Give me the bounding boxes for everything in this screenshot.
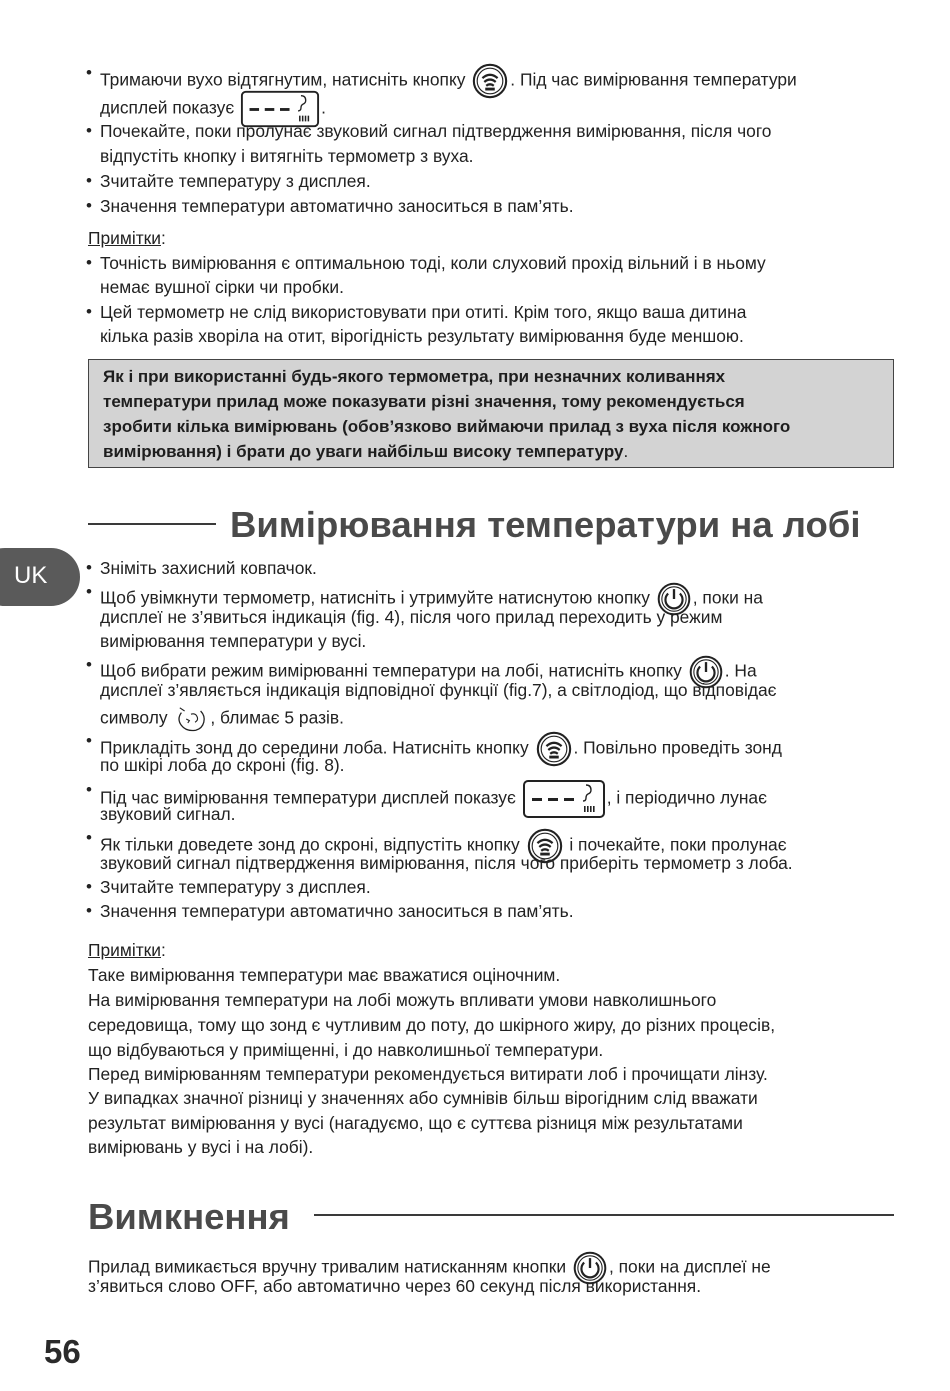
s2-note-line-4: що відбуваються у приміщенні, і до навколишньої температури. <box>88 1040 604 1060</box>
measure-button-icon <box>471 62 509 100</box>
text: . <box>321 97 326 118</box>
s2-bullet-8: Значення температури автоматично заноситься в пам’ять. <box>100 901 574 921</box>
bullet-2-line-2: відпустіть кнопку і витягніть термометр з вуха. <box>100 146 474 166</box>
s2-note-line-8: вимірювань у вусі і на лобі). <box>88 1137 314 1157</box>
s2-bullet-2-line-3: вимірювання температури у вусі. <box>100 631 367 651</box>
bullet-dot: • <box>86 828 92 847</box>
text: Прикладіть зонд до середини лоба. Натисніть кнопку <box>100 737 529 758</box>
bullet-4-line-1: Значення температури автоматично заноситься в пам’ять. <box>100 196 574 216</box>
s2-note-line-2: На вимірювання температури на лобі можуть впливати умови навколишнього <box>88 990 717 1010</box>
text: . Повільно проведіть зонд <box>573 737 782 758</box>
bullet-dot: • <box>86 901 92 920</box>
language-tab <box>0 548 80 606</box>
bullet-dot: • <box>86 171 92 190</box>
notes-label: Примітки <box>88 228 161 248</box>
heading-rule-left <box>88 523 216 525</box>
text: , блимає 5 разів. <box>210 707 344 728</box>
s2-note-line-7: результат вимірювання у вусі (нагадуємо, що є суттєва різниця між результатами <box>88 1113 743 1133</box>
bullet-2-line-1: Почекайте, поки пролунає звуковий сигнал підтвердження вимірювання, після чого <box>100 121 772 141</box>
text: , поки на дисплеї не <box>608 1256 771 1277</box>
s2-note-line-1: Таке вимірювання температури має вважатися оціночним. <box>88 965 561 985</box>
notes-label: Примітки <box>88 940 161 960</box>
s2-note-line-3: середовища, тому що зонд є чутливим до поту, до шкірного жиру, до різних процесів, <box>88 1015 776 1035</box>
text: Щоб вибрати режим вимірюванні температури на лобі, натисніть кнопку <box>100 660 682 681</box>
text: , і періодично лунає <box>606 787 767 808</box>
warning-line-3: зробити кілька вимірювань (обов’язково виймаючи прилад з вуха після кожного <box>103 417 791 436</box>
language-tab-label: UK <box>14 562 48 589</box>
bullet-dot: • <box>86 63 92 82</box>
s2-note-line-6: У випадках значної різниці у значеннях або сумнівів більш вірогідним слід вважати <box>88 1088 758 1108</box>
bullet-3-line-1: Зчитайте температуру з дисплея. <box>100 171 371 191</box>
warning-line-2: температури прилад може показувати різні значення, тому рекомендується <box>103 392 745 411</box>
note-1-line-1: Точність вимірювання є оптимальною тоді, коли слуховий прохід вільний і в ньому <box>100 253 766 273</box>
s2-bullet-2-line-2: дисплеї не з’явиться індикація (fig. 4), після чого прилад переходить у режим <box>100 607 723 627</box>
bullet-dot: • <box>86 877 92 896</box>
s2-bullet-4-line-2: по шкірі лоба до скроні (fig. 8). <box>100 755 345 775</box>
bullet-dot: • <box>86 655 92 674</box>
bullet-dot: • <box>86 196 92 215</box>
bullet-dot: • <box>86 253 92 272</box>
page-number: 56 <box>44 1333 81 1370</box>
text: . Під час вимірювання температури <box>510 69 797 90</box>
text: і почекайте, поки пролунає <box>569 834 787 855</box>
text: символу <box>100 707 168 728</box>
s2-bullet-3-line-2: дисплеї з’являється індикація відповідної функції (fig.7), а світлодіод, що відповідає <box>100 680 777 700</box>
s2-bullet-5-line-2: звуковий сигнал. <box>100 804 236 824</box>
display-dashes-icon <box>522 779 606 819</box>
text: Щоб увімкнути термометр, натисніть і утримуйте натиснутою кнопку <box>100 587 650 608</box>
notes-heading-1: Примітки: <box>88 228 166 248</box>
warning-line-1: Як і при використанні будь-якого термометра, при незначних коливаннях <box>103 367 726 386</box>
note-1-line-2: немає вушної сірки чи пробки. <box>100 277 344 297</box>
bullet-dot: • <box>86 121 92 140</box>
bullet-dot: • <box>86 582 92 601</box>
s2-bullet-6-line-2: звуковий сигнал підтвердження вимірювання, після чого приберіть термометр з лоба. <box>100 853 793 873</box>
heading-rule-right <box>314 1214 894 1216</box>
bullet-dot: • <box>86 780 92 799</box>
bullet-dot: • <box>86 302 92 321</box>
text: вимірювання) і брати до уваги найбільш високу температуру <box>103 442 624 461</box>
text: дисплей показує <box>100 97 235 118</box>
text: Під час вимірювання температури дисплей показує <box>100 787 516 808</box>
note-2-line-2: кілька разів хворіла на отит, вірогідність результату вимірювання буде меншою. <box>100 326 744 346</box>
warning-box <box>88 359 894 468</box>
section-heading-off: Вимкнення <box>88 1196 290 1237</box>
warning-line-4: вимірювання) і брати до уваги найбільш високу температуру. <box>103 442 629 461</box>
s3-line-2: з’явиться слово OFF, або автоматично через 60 секунд після використання. <box>88 1276 702 1296</box>
measure-button-icon <box>535 730 573 768</box>
s2-bullet-7: Зчитайте температуру з дисплея. <box>100 877 371 897</box>
notes-heading-2: Примітки: <box>88 940 166 960</box>
text: Як тільки доведете зонд до скроні, відпустіть кнопку <box>100 834 520 855</box>
s2-bullet-1: Зніміть захисний ковпачок. <box>100 558 317 578</box>
section-heading-forehead: Вимірювання температури на лобі <box>230 504 861 545</box>
s2-note-line-5: Перед вимірюванням температури рекомендується витирати лоб і прочищати лінзу. <box>88 1064 768 1084</box>
note-2-line-1: Цей термометр не слід використовувати при отиті. Крім того, якщо ваша дитина <box>100 302 747 322</box>
text: Тримаючи вухо відтягнутим, натисніть кнопку <box>100 69 466 90</box>
text: , поки на <box>692 587 763 608</box>
text: . На <box>724 660 757 681</box>
bullet-dot: • <box>86 731 92 750</box>
text: Прилад вимикається вручну тривалим натисканням кнопки <box>88 1256 567 1277</box>
bullet-dot: • <box>86 558 92 577</box>
